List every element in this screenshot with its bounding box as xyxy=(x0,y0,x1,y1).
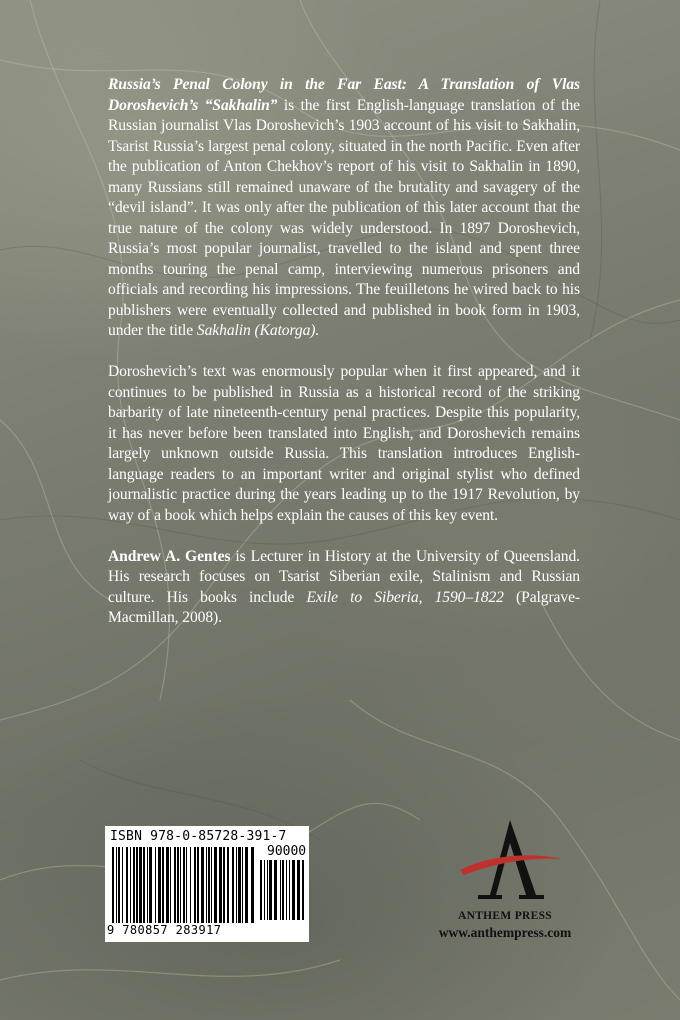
author-bio xyxy=(108,547,580,629)
publisher-name: ANTHEM PRESS xyxy=(457,910,553,922)
blurb-paragraph-1 xyxy=(108,75,580,342)
barcode-bars xyxy=(112,847,257,923)
publisher-website: www.anthempress.com xyxy=(438,925,572,940)
blurb xyxy=(108,75,580,649)
blurb-p1-body: is the first English-language translation of the Russian journalist Vlas Doroshevich’s 1903 account of his visit to Sakhalin, Tsarist Russia’s largest penal colony, situated in the north Pacific. Even after the publication of Anton Chekhov’s report of his visit to Sakhalin in 1890, many Russians still remained unaware of the brutality and savagery of the “devil island”. It was only after the publication of this later account that the true nature of the colony was widely understood. In 1897 Doroshevich, Russia’s most popular journalist, travelled to the island and spent three months touring the penal camp, interviewing numerous prisoners and officials and recording his impressions. The feuilletons he wired back to his publishers were eventually collected and published in book form in 1903, under the title xyxy=(108,96,581,339)
author-bio-text: is Lecturer in History at the University of Queensland. His research focuses on Tsarist Siberian exile, Stalinism and Russian culture. His books include xyxy=(108,547,580,606)
barcode-digits: 9 780857 283917 xyxy=(107,923,222,937)
barcode-addon-bars xyxy=(260,860,306,920)
barcode xyxy=(105,826,309,942)
author-book-title: Exile to Siberia, 1590–1822 xyxy=(306,588,504,606)
author-name: Andrew A. Gentes xyxy=(108,547,231,565)
author-book-publisher: (Palgrave-Macmillan, 2008). xyxy=(108,588,580,626)
isbn-text: ISBN 978-0-85728-391-7 xyxy=(110,829,287,844)
book-title: Russia’s Penal Colony in the Far East: A Translation of Vlas Doroshevich’s “Sakhalin” xyxy=(108,76,580,114)
original-book-title: Sakhalin (Katorga). xyxy=(196,322,320,339)
price-code: 90000 xyxy=(267,844,307,859)
anthem-logo-icon xyxy=(440,815,580,910)
blurb-paragraph-2: Doroshevich’s text was enormously popular when it first appeared, and it continues to be published in Russia as a historical record of the striking barbarity of late nineteenth-century penal practices. Despite this popularity, it has never before been translated into English, and Doroshevich remains largely unknown outside Russia. This translation introduces English-language readers to an important writer and original stylist who defined journalistic practice during the years leading up to the 1917 Revolution, by way of a book which helps explain the causes of this key event. xyxy=(108,363,580,524)
